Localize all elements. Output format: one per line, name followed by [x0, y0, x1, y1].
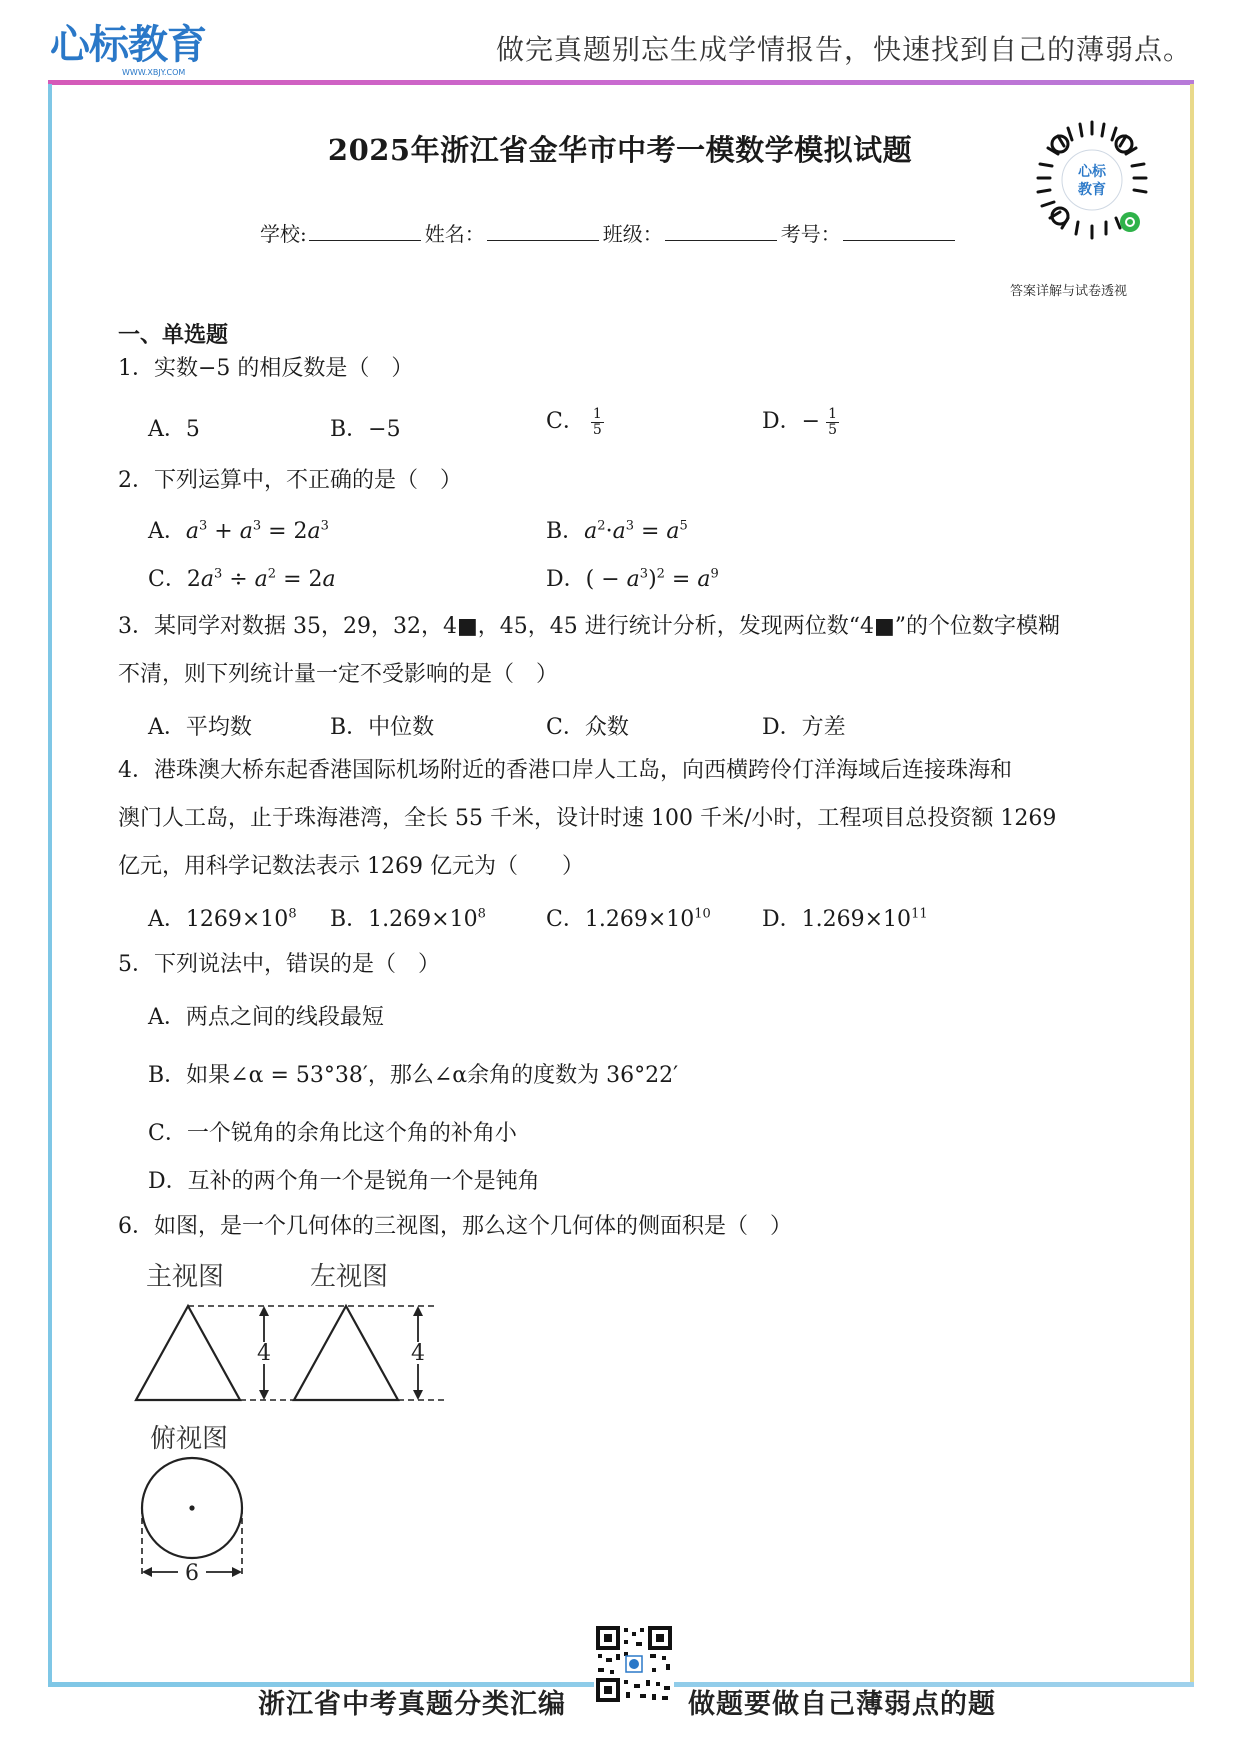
fraction-numerator: 1 — [592, 405, 602, 422]
header-slogan: 做完真题别忘生成学情报告，快速找到自己的薄弱点。 — [495, 33, 1192, 66]
class-label: 班级： — [602, 222, 663, 246]
front-view-label: 主视图 — [146, 1262, 225, 1292]
school-label: 学校: — [260, 222, 307, 246]
q5-stem: 5．下列说法中，错误的是（ ） — [118, 952, 440, 977]
q2-option-d: D．( − $a^3)^2 = a^9$ — [546, 566, 719, 592]
q1-stem: 1．实数−5 的相反数是（ ） — [118, 356, 414, 381]
footer-right-text: 做题要做自己薄弱点的题 — [688, 1689, 996, 1720]
school-blank — [309, 220, 421, 241]
qr-caption: 答案详解与试卷透视 — [1010, 284, 1128, 299]
front-view-triangle — [136, 1306, 240, 1400]
logo-text: 心标教育 — [50, 22, 206, 68]
q6-stem: 6．如图，是一个几何体的三视图，那么这个几何体的侧面积是（ ） — [118, 1214, 792, 1239]
q5-option-b: B．如果∠α = 53°38′，那么∠α余角的度数为 36°22′ — [148, 1063, 679, 1088]
q2-option-c: C．$2a^3 \div a^2 = 2a$ — [148, 566, 336, 592]
q4-option-c: C．$1.269\times 10^{10}$ — [546, 906, 711, 932]
name-label: 姓名： — [424, 222, 485, 246]
q5-option-a: A．两点之间的线段最短 — [148, 1005, 384, 1030]
q4-option-a: A．$1269\times 10^8$ — [148, 906, 297, 932]
fraction-numerator: 1 — [828, 405, 837, 422]
exam-no-blank — [843, 220, 955, 241]
side-view-triangle — [294, 1306, 398, 1400]
q1-option-c-prefix: C． — [546, 409, 585, 434]
q1-option-b: B．−5 — [330, 417, 401, 442]
brand-logo — [50, 22, 220, 80]
qr-brand-top: 心标 — [1078, 164, 1106, 180]
fraction-denominator: 5 — [592, 421, 602, 438]
q2-stem: 2．下列运算中，不正确的是（ ） — [118, 468, 462, 493]
q3-stem: 3．某同学对数据 35，29，32，4■，45，45 进行统计分析，发现两位数“4■”的个位数字模糊 — [118, 614, 1061, 639]
q4-option-d: D．$1.269\times 10^{11}$ — [762, 906, 928, 932]
fraction-denominator: 5 — [828, 421, 837, 438]
top-view-label: 俯视图 — [150, 1424, 229, 1454]
q3-option-d: D．方差 — [762, 715, 846, 740]
qr-brand-bottom: 教育 — [1078, 182, 1106, 198]
top-view-figure — [126, 1456, 266, 1586]
q5-option-d: D．互补的两个角一个是锐角一个是钝角 — [148, 1169, 540, 1194]
student-info-row — [260, 218, 959, 247]
name-blank — [487, 220, 599, 241]
q1-option-c-fraction — [591, 407, 604, 438]
front-height-label: 4 — [257, 1341, 271, 1366]
diameter-label: 6 — [185, 1561, 199, 1586]
section-heading: 一、单选题 — [118, 322, 229, 348]
q1-option-a: A．5 — [148, 417, 200, 442]
q4-stem: 4．港珠澳大桥东起香港国际机场附近的香港口岸人工岛，向西横跨伶仃洋海域后连接珠海和 — [118, 758, 1013, 783]
q1-option-d — [762, 404, 839, 438]
header-divider — [48, 80, 1194, 85]
top-view-center — [189, 1505, 194, 1510]
side-height-label: 4 — [411, 1341, 425, 1366]
q4-option-b: B．$1.269\times 10^8$ — [330, 906, 486, 932]
q4-stem-cont: 澳门人工岛，止于珠海港湾，全长 55 千米，设计时速 100 千米/小时，工程项目总投资额 1269 — [118, 806, 1057, 831]
front-side-views-figure — [126, 1296, 456, 1408]
q1-option-c — [546, 404, 604, 438]
right-border — [1190, 84, 1194, 1684]
side-view-label: 左视图 — [310, 1262, 389, 1292]
class-blank — [665, 220, 777, 241]
q3-option-a: A．平均数 — [148, 715, 252, 740]
q3-stem-cont: 不清，则下列统计量一定不受影响的是（ ） — [118, 662, 559, 687]
q5-option-c: C．一个锐角的余角比这个角的补角小 — [148, 1121, 517, 1146]
footer-left-text: 浙江省中考真题分类汇编 — [258, 1689, 566, 1720]
exam-no-label: 考号： — [780, 222, 841, 246]
left-border — [48, 84, 52, 1684]
q3-option-c: C．众数 — [546, 715, 629, 740]
q1-option-d-fraction — [826, 407, 839, 438]
q4-stem-cont2: 亿元，用科学记数法表示 1269 亿元为（ ） — [118, 854, 584, 879]
footer-qr-code[interactable] — [594, 1624, 674, 1704]
q2-option-b: B．$a^2\cdot a^3 = a^5$ — [546, 518, 688, 544]
q3-option-b: B．中位数 — [330, 715, 435, 740]
logo-url: WWW.XBJY.COM — [122, 68, 186, 77]
mini-program-qr-code[interactable] — [1022, 118, 1162, 254]
page-title: 2025年浙江省金华市中考一模数学模拟试题 — [327, 133, 913, 167]
q1-option-d-prefix: D．− — [762, 409, 821, 434]
q2-option-a: A．$a^3 + a^3 = 2a^3$ — [148, 518, 329, 544]
